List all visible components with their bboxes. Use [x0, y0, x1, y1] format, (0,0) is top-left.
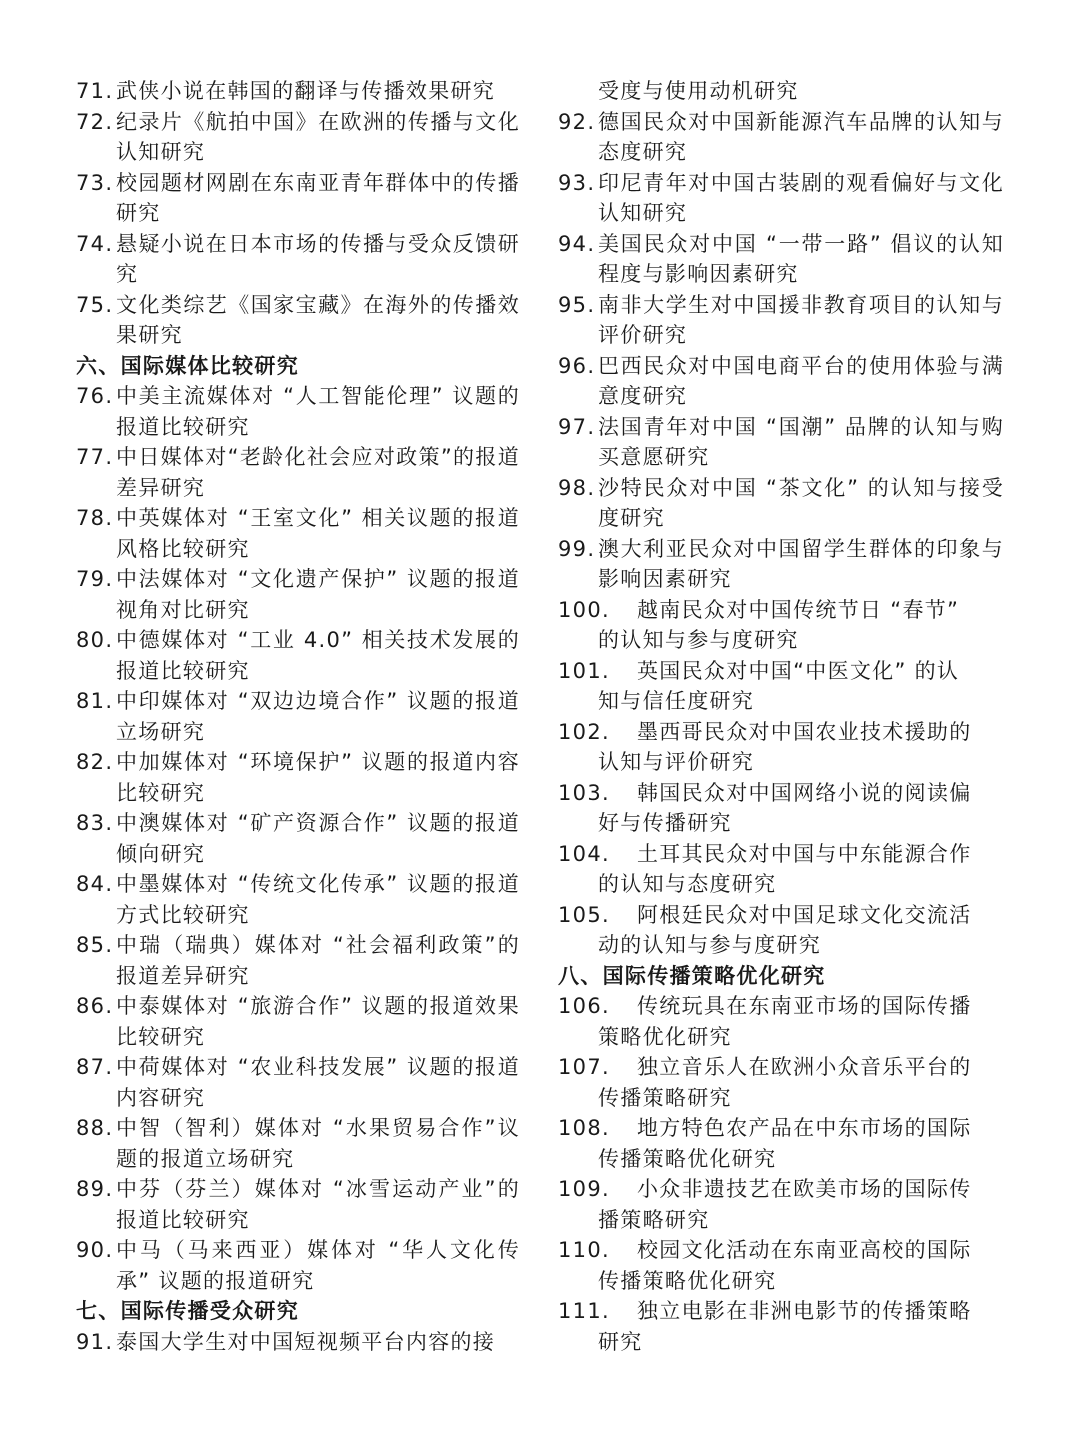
list-item	[558, 656, 1004, 717]
list-item	[76, 991, 520, 1052]
right-column	[558, 76, 1004, 1357]
list-item	[76, 686, 520, 747]
item-number: 76.	[76, 384, 114, 408]
item-number: 101.	[558, 658, 610, 683]
list-item	[76, 747, 520, 808]
list-item	[76, 503, 520, 564]
item-text-continuation: 研究	[598, 1329, 643, 1354]
item-text: 中芬（芬兰）媒体对 “冰雪运动产业”的报道比较研究	[116, 1177, 520, 1232]
item-text: 巴西民众对中国电商平台的使用体验与满意度研究	[598, 353, 1004, 408]
list-item	[76, 1174, 520, 1235]
item-number: 83.	[76, 811, 114, 835]
list-item	[558, 839, 1004, 900]
section-heading: 六、国际媒体比较研究	[76, 353, 299, 378]
item-text: 独立音乐人在欧洲小众音乐平台的	[637, 1055, 972, 1079]
item-number: 107.	[558, 1055, 610, 1079]
item-text: 地方特色农产品在中东市场的国际	[637, 1116, 972, 1140]
item-number: 84.	[76, 872, 114, 896]
list-item	[558, 717, 1004, 778]
list-item	[558, 595, 1004, 656]
item-number: 106.	[558, 994, 610, 1018]
item-number: 88.	[76, 1116, 114, 1140]
item-text: 阿根廷民众对中国足球文化交流活	[637, 902, 972, 927]
item-number: 82.	[76, 750, 114, 774]
item-text-continuation: 传播策略优化研究	[598, 1146, 777, 1171]
item-text: 中加媒体对 “环境保护” 议题的报道内容比较研究	[116, 750, 520, 805]
list-item	[558, 168, 1004, 229]
item-text: 中泰媒体对 “旅游合作” 议题的报道效果比较研究	[116, 994, 520, 1049]
section-heading: 七、国际传播受众研究	[76, 1299, 299, 1323]
item-number: 95.	[558, 292, 596, 317]
item-number: 90.	[76, 1238, 114, 1262]
list-item	[558, 473, 1004, 534]
list-item	[558, 1052, 1004, 1113]
item-number: 71.	[76, 79, 114, 103]
item-text: 印尼青年对中国古装剧的观看偏好与文化认知研究	[598, 170, 1004, 225]
item-text: 南非大学生对中国援非教育项目的认知与评价研究	[598, 292, 1004, 347]
list-item	[558, 1113, 1004, 1174]
item-number: 75.	[76, 292, 114, 317]
list-item	[76, 1113, 520, 1174]
item-number: 72.	[76, 109, 114, 134]
list-item	[558, 778, 1004, 839]
list-item	[558, 1235, 1004, 1296]
list-item	[76, 168, 520, 229]
list-item	[76, 869, 520, 930]
item-text: 中日媒体对“老龄化社会应对政策”的报道差异研究	[116, 445, 520, 500]
list-item	[558, 290, 1004, 351]
item-number: 104.	[558, 841, 610, 866]
item-number: 100.	[558, 597, 610, 622]
item-number: 85.	[76, 933, 114, 957]
item-text-continuation: 传播策略研究	[598, 1085, 732, 1110]
item-text-continuation: 传播策略优化研究	[598, 1268, 777, 1293]
list-item	[558, 534, 1004, 595]
list-item	[558, 107, 1004, 168]
item-text: 美国民众对中国 “一带一路” 倡议的认知程度与影响因素研究	[598, 231, 1004, 286]
item-number: 78.	[76, 506, 114, 530]
item-text: 德国民众对中国新能源汽车品牌的认知与态度研究	[598, 109, 1004, 164]
item-text: 墨西哥民众对中国农业技术援助的	[637, 719, 972, 744]
item-text-continuation: 动的认知与参与度研究	[598, 933, 821, 957]
list-item	[558, 900, 1004, 961]
section-heading: 八、国际传播策略优化研究	[558, 963, 826, 988]
list-item	[76, 625, 520, 686]
item-text-continuation: 的认知与参与度研究	[598, 628, 799, 652]
item-number: 97.	[558, 414, 596, 439]
list-item-continuation: 受度与使用动机研究	[598, 79, 799, 103]
list-item	[558, 991, 1004, 1052]
item-text-continuation: 认知与评价研究	[598, 750, 755, 774]
item-number: 92.	[558, 109, 596, 134]
item-text: 中美主流媒体对 “人工智能伦理” 议题的报道比较研究	[116, 384, 520, 439]
list-item	[558, 229, 1004, 290]
item-text: 法国青年对中国 “国潮” 品牌的认知与购买意愿研究	[598, 414, 1004, 469]
item-text: 悬疑小说在日本市场的传播与受众反馈研究	[116, 231, 520, 286]
item-number: 109.	[558, 1177, 610, 1201]
item-number: 105.	[558, 902, 610, 927]
item-text: 中荷媒体对 “农业科技发展” 议题的报道内容研究	[116, 1055, 520, 1110]
item-number: 80.	[76, 628, 114, 652]
list-item	[76, 442, 520, 503]
item-number: 89.	[76, 1177, 114, 1201]
list-item	[76, 381, 520, 442]
item-number: 91.	[76, 1329, 114, 1354]
item-text-continuation: 播策略研究	[598, 1207, 710, 1232]
item-number: 86.	[76, 994, 114, 1018]
item-number: 110.	[558, 1238, 610, 1262]
item-text: 中法媒体对 “文化遗产保护” 议题的报道视角对比研究	[116, 567, 520, 622]
item-text: 中瑞（瑞典）媒体对 “社会福利政策”的报道差异研究	[116, 933, 520, 988]
item-text: 独立电影在非洲电影节的传播策略	[637, 1299, 972, 1323]
list-item	[76, 1052, 520, 1113]
item-number: 102.	[558, 719, 610, 744]
item-number: 111.	[558, 1299, 610, 1323]
item-text: 澳大利亚民众对中国留学生群体的印象与影响因素研究	[598, 536, 1004, 591]
item-text: 武侠小说在韩国的翻译与传播效果研究	[116, 79, 496, 103]
item-text: 校园文化活动在东南亚高校的国际	[637, 1238, 972, 1262]
item-text: 中英媒体对 “王室文化” 相关议题的报道风格比较研究	[116, 506, 520, 561]
list-item	[76, 229, 520, 290]
item-number: 81.	[76, 689, 114, 713]
item-number: 94.	[558, 231, 596, 256]
item-number: 87.	[76, 1055, 114, 1079]
list-item	[76, 290, 520, 351]
item-text-continuation: 好与传播研究	[598, 811, 732, 835]
list-item	[558, 1296, 1004, 1357]
item-text: 中马（马来西亚）媒体对 “华人文化传承” 议题的报道研究	[116, 1238, 520, 1293]
item-text-continuation: 的认知与态度研究	[598, 872, 777, 896]
item-number: 96.	[558, 353, 596, 378]
left-column	[76, 76, 520, 1357]
item-number: 98.	[558, 475, 596, 500]
item-text: 中德媒体对 “工业 4.0” 相关技术发展的报道比较研究	[116, 628, 520, 683]
item-number: 108.	[558, 1116, 610, 1140]
item-text: 泰国大学生对中国短视频平台内容的接	[116, 1329, 496, 1354]
item-number: 103.	[558, 780, 610, 805]
item-number: 74.	[76, 231, 114, 256]
item-text: 文化类综艺《国家宝藏》在海外的传播效果研究	[116, 292, 520, 347]
list-item	[558, 351, 1004, 412]
item-number: 77.	[76, 445, 114, 469]
item-text: 纪录片《航拍中国》在欧洲的传播与文化认知研究	[116, 109, 520, 164]
list-item	[76, 76, 520, 107]
list-item	[558, 1174, 1004, 1235]
list-item	[76, 564, 520, 625]
list-item	[76, 808, 520, 869]
list-item	[558, 412, 1004, 473]
item-number: 73.	[76, 170, 114, 195]
item-text-continuation: 知与信任度研究	[598, 689, 755, 713]
item-text: 小众非遗技艺在欧美市场的国际传	[637, 1177, 972, 1201]
item-text: 沙特民众对中国 “茶文化” 的认知与接受度研究	[598, 475, 1004, 530]
item-text: 中印媒体对 “双边边境合作” 议题的报道立场研究	[116, 689, 520, 744]
item-number: 79.	[76, 567, 114, 591]
list-item	[76, 930, 520, 991]
item-text: 中墨媒体对 “传统文化传承” 议题的报道方式比较研究	[116, 872, 520, 927]
item-number: 93.	[558, 170, 596, 195]
list-item	[76, 1327, 520, 1358]
item-text: 校园题材网剧在东南亚青年群体中的传播研究	[116, 170, 520, 225]
list-item	[76, 107, 520, 168]
item-text-continuation: 策略优化研究	[598, 1024, 732, 1049]
list-item	[76, 1235, 520, 1296]
item-number: 99.	[558, 536, 596, 561]
item-text: 越南民众对中国传统节日 “春节”	[637, 597, 960, 622]
item-text: 中澳媒体对 “矿产资源合作” 议题的报道倾向研究	[116, 811, 520, 866]
item-text: 英国民众对中国“中医文化” 的认	[637, 658, 960, 683]
item-text: 中智（智利）媒体对 “水果贸易合作”议题的报道立场研究	[116, 1116, 520, 1171]
item-text: 传统玩具在东南亚市场的国际传播	[637, 994, 972, 1018]
item-text: 土耳其民众对中国与中东能源合作	[637, 841, 972, 866]
item-text: 韩国民众对中国网络小说的阅读偏	[637, 780, 972, 805]
